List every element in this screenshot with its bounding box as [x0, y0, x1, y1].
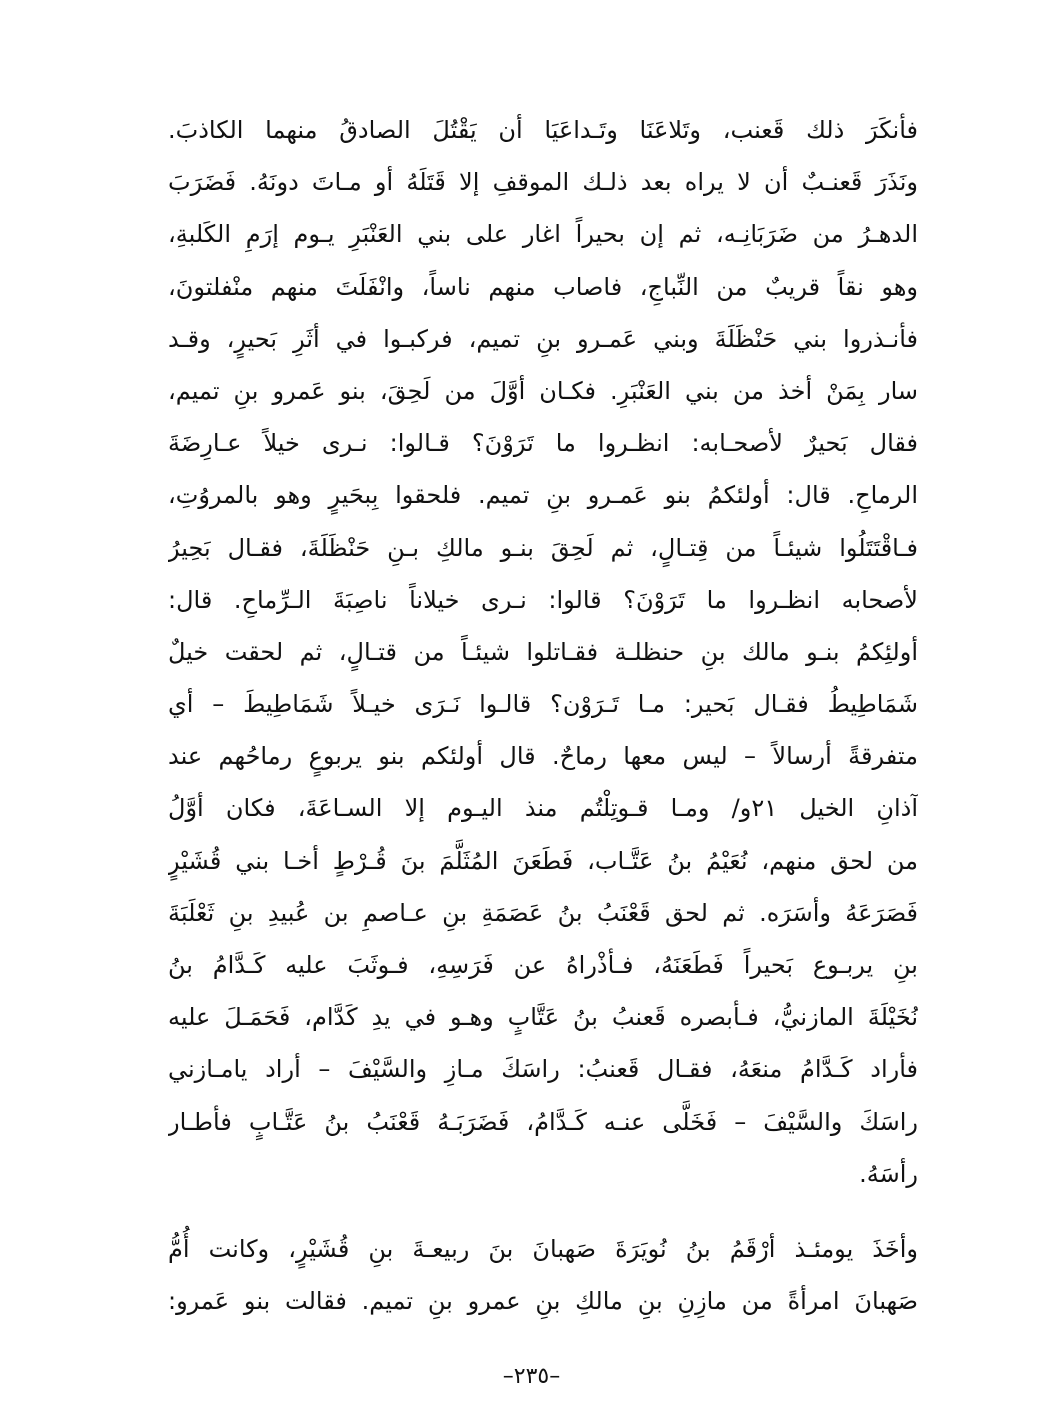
- text-line: صَهبانَ امرأةً من مازِنِ بنِ مالكِ بنِ عمرو بنِ تميم. فقالت بنو عَمرو:: [168, 1287, 918, 1316]
- text-line: آذانِ الخيل ٢١و/ ومـا قـوتِلْتُم منذ اليـوم إلا السـاعَةَ، فكان أوَّلُ: [168, 794, 918, 823]
- text-line: أولئِكمُ بنـو مالك بنِ حنظلـة فقـاتلوا شيئـاً من قتـالٍ، ثم لحقت خيلٌ: [168, 637, 918, 666]
- text-line: فأنكَرَ ذلك قَعنب، وتَلاعَنَا وتَـداعَيَا أن يَقْتُلَ الصادقُ منهما الكاذبَ.: [168, 116, 918, 144]
- text-line: فأنـذروا بني حَنْظَلَةَ وبني عَمـرو بنِ تميم، فركبـوا في أثَرِ بَحيرٍ، وقـد: [168, 324, 918, 353]
- text-line: الرماحِ. قال: أولئكمُ بنو عَمـرو بنِ تميم. فلحقوا بِبحَيرٍ وهو بالمروُتِ،: [168, 481, 918, 510]
- text-line: فقال بَحيرٌ لأصحـابه: انظـروا ما تَرَوْنَ؟ قـالوا: نـرى خيلاً عـارِضَةَ: [168, 429, 918, 458]
- text-line: ونَذَرَ قَعنـبٌ أن لا يراه بعد ذلـك الموقفِ إلا قَتَلَهُ أو مـاتَ دونَهُ. فَضَرَبَ: [168, 168, 918, 197]
- text-line: سار بِمَنْ أخذ من بني العَنْبَرِ. فكـان أوَّلَ من لَحِقَ، بنو عَمرو بنِ تميم،: [168, 376, 918, 405]
- text-line: من لحق منهم، نُعَيْمُ بنُ عَتَّـاب، فَطَعَنَ المُثَلَّمَ بنَ قُـرْطٍ أخـا بني قُشَيْرٍ: [168, 846, 918, 875]
- page-number: –٢٣٥–: [502, 1364, 561, 1389]
- text-line: فـاقْتَتَلُوا شيئـاً من قِتـالٍ، ثم لَحِقَ بنـو مالكِ بـنِ حَنْظَلَةَ، فقـال بَحِيرُ: [168, 533, 918, 562]
- text-line: وهو نقاً قريبٌ من النِّباجِ، فاصاب منهم ناساً، وانْفَلَتَ منهم منْفلتونَ،: [168, 272, 918, 301]
- paragraph-1: [168, 104, 918, 1200]
- text-line: متفرقةً أرسالاً – ليس معها رماحٌ. قال أولئكم بنو يربوعٍ رماحُهم عند: [168, 742, 918, 771]
- text-line: وأخَذَ يومئـذ أرْقَمُ بنُ نُويَرَةَ صَهبانَ بنَ ربيعـةَ بنِ قُشَيْرٍ، وكانت أُمُّ: [168, 1235, 918, 1263]
- text-line: رأسَهُ.: [859, 1159, 918, 1188]
- text-line: فَصَرَعَهُ وأسَرَه. ثم لحق قَعْنَبُ بنُ عَصَمَةِ بنِ عـاصمِ بن عُبيدِ بنِ ثَعْلَبَةَ: [168, 898, 918, 927]
- text-line: الدهـرُ من ضَرَبَانِـه، ثم إن بحيراً اغار على بني العَنْبَرِ يـوم إرَمِ الكَلبةِ،: [168, 220, 918, 249]
- text-line: شَمَاطِيطُ فقـال بَحير: مـا تَـرَوْن؟ قالـوا نَـرَى خيـلاً شَمَاطِيطَ – أي: [168, 690, 918, 719]
- text-line: نُخَيْلَةَ المازنيُّ، فـأبصره قَعنبُ بنُ عَتَّابٍ وهـو في يدِ كَدَّام، فَحَمَـلَ عليه: [168, 1003, 918, 1032]
- text-line: لأصحابه انظـروا ما تَرَوْنَ؟ قالوا: نـرى خيلاناً ناصِبَةَ الـرِّماحِ. قال:: [168, 585, 918, 614]
- text-line: بنِ يربـوع بَحيراً فَطَعَنَهُ، فـأذْراهُ عن فَرَسِهِ، فـوثَبَ عليه كَـدَّامُ بنُ: [168, 951, 918, 979]
- text-line: فأراد كَـدَّامُ منعَهُ، فقـال قَعنبُ: راسَكَ مـازِ والسَّيْفَ – أراد يامـازني: [168, 1055, 918, 1084]
- text-line: راسَكَ والسَّيْفَ – فَخَلَّى عنـه كَـدَّامُ، فَضَرَبَـهُ قَعْنَبُ بنُ عَتَّـابٍ فأطـار: [168, 1107, 918, 1136]
- paragraph-2: [168, 1223, 918, 1327]
